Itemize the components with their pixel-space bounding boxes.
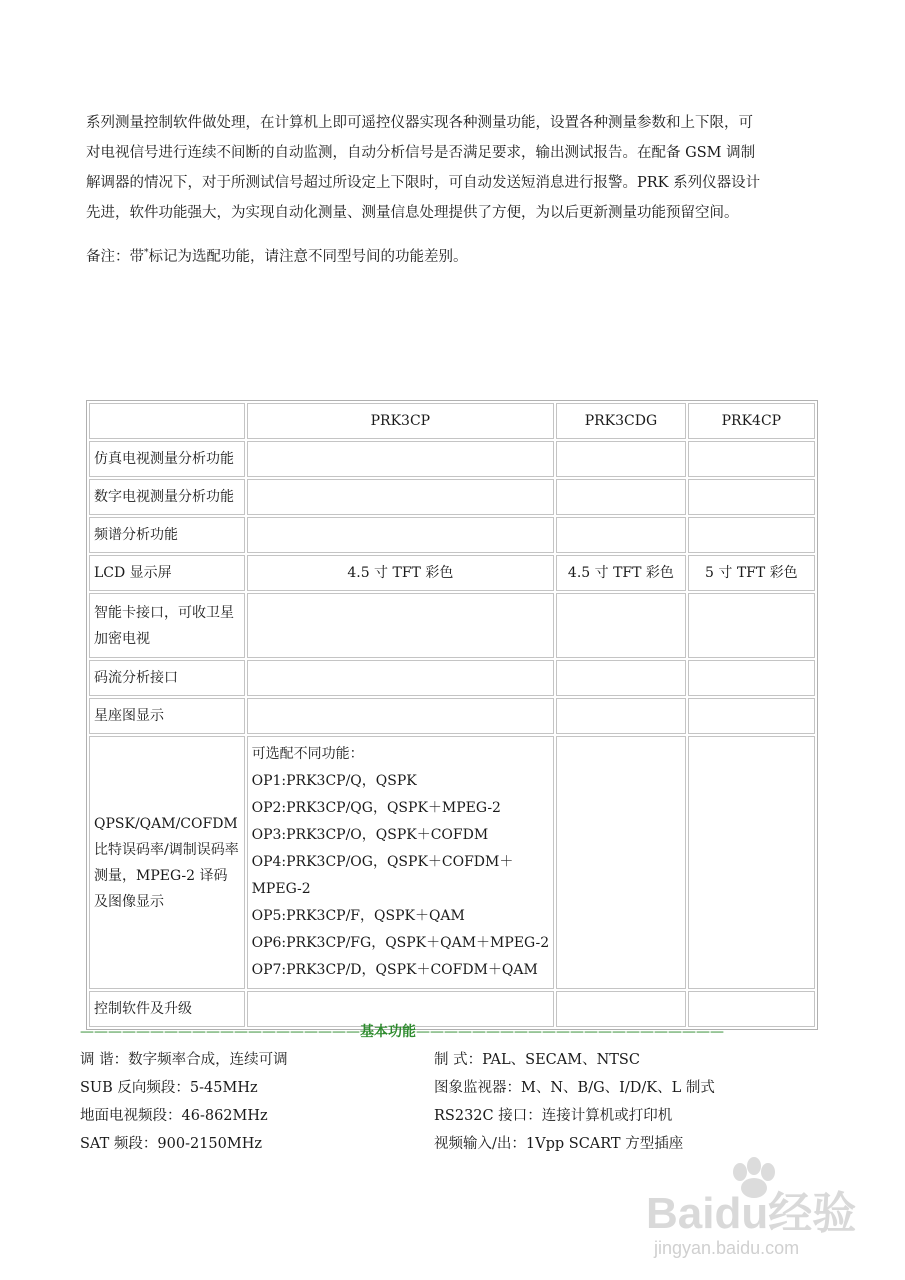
table-row — [89, 593, 815, 658]
row-label: 智能卡接口，可收卫星加密电视 — [89, 593, 245, 658]
option-item: OP2:PRK3CP/QG，QSPK＋MPEG-2 — [251, 800, 501, 816]
basic-functions-heading — [80, 1020, 780, 1044]
section-title: 基本功能 — [360, 1024, 416, 1040]
optional-mark: * — [144, 248, 149, 258]
table-cell — [556, 698, 686, 734]
divider-dashes: ———————————————————— — [80, 1024, 360, 1040]
table-cell — [556, 736, 686, 989]
table-row — [89, 698, 815, 734]
baidu-jingyan-watermark — [640, 1150, 890, 1260]
header-cell-prk3cdg: PRK3CDG — [556, 403, 686, 439]
table-cell — [556, 441, 686, 477]
spec-item: SUB 反向频段：5-45MHz — [80, 1080, 258, 1096]
table-cell — [247, 593, 555, 658]
table-cell: 4.5 寸 TFT 彩色 — [247, 555, 555, 591]
table-cell — [556, 517, 686, 553]
table-row-qpsk — [89, 736, 815, 989]
row-label: QPSK/QAM/COFDM 比特误码率/调制误码率测量，MPEG-2 译码及图像显示 — [89, 736, 245, 989]
row-label: 数字电视测量分析功能 — [89, 479, 245, 515]
table-row — [89, 517, 815, 553]
row-label: 星座图显示 — [89, 698, 245, 734]
table-cell — [688, 660, 815, 696]
table-cell — [247, 479, 555, 515]
note-prefix: 备注：带 — [86, 248, 144, 265]
table-row — [89, 479, 815, 515]
spec-item: SAT 频段：900-2150MHz — [80, 1136, 263, 1152]
spec-item: 视频输入/出：1Vpp SCART 方型插座 — [434, 1136, 684, 1152]
option-item: OP7:PRK3CP/D，QSPK＋COFDM＋QAM — [251, 962, 538, 978]
spec-item: 制 式：PAL、SECAM、NTSC — [434, 1052, 640, 1068]
remark-note — [86, 238, 468, 272]
table-cell — [556, 593, 686, 658]
spec-item: 图象监视器：M、N、B/G、I/D/K、L 制式 — [434, 1080, 715, 1096]
watermark-url: jingyan.baidu.com — [654, 1238, 800, 1258]
intro-line: 解调器的情况下，对于所测试信号超过所设定上下限时，可自动发送短消息进行报警。PRK 系列仪器设计 — [86, 175, 761, 191]
table-cell — [556, 479, 686, 515]
option-item: MPEG-2 — [251, 881, 311, 897]
option-item: OP3:PRK3CP/O，QSPK＋COFDM — [251, 827, 489, 843]
table-cell: 5 寸 TFT 彩色 — [688, 555, 815, 591]
table-cell — [688, 736, 815, 989]
table-cell — [688, 698, 815, 734]
option-item: OP1:PRK3CP/Q，QSPK — [251, 773, 417, 789]
row-label: LCD 显示屏 — [89, 555, 245, 591]
table-cell — [688, 593, 815, 658]
table-cell — [556, 660, 686, 696]
option-list-cell — [247, 736, 555, 989]
table-cell — [688, 441, 815, 477]
intro-line: 系列测量控制软件做处理，在计算机上即可遥控仪器实现各种测量功能，设置各种测量参数和上下限，可 — [86, 115, 753, 131]
table-row — [89, 660, 815, 696]
model-comparison-table — [86, 400, 818, 1030]
table-cell — [247, 660, 555, 696]
basic-functions-left — [80, 1046, 288, 1158]
table-cell: 4.5 寸 TFT 彩色 — [556, 555, 686, 591]
option-item: OP4:PRK3CP/OG，QSPK＋COFDM＋ — [251, 854, 514, 870]
table-row — [89, 441, 815, 477]
option-item: 可选配不同功能： — [251, 746, 364, 762]
table-cell — [688, 517, 815, 553]
header-cell-empty — [89, 403, 245, 439]
intro-line: 对电视信号进行连续不间断的自动监测，自动分析信号是否满足要求，输出测试报告。在配备 GSM 调制 — [86, 145, 756, 161]
table-row — [89, 555, 815, 591]
table-cell — [247, 698, 555, 734]
intro-paragraph — [86, 108, 826, 228]
table-cell — [247, 517, 555, 553]
basic-functions-right — [434, 1046, 715, 1158]
divider-dashes: —————————————————————— — [416, 1024, 724, 1040]
header-cell-prk4cp: PRK4CP — [688, 403, 815, 439]
table-cell — [688, 479, 815, 515]
spec-item: RS232C 接口：连接计算机或打印机 — [434, 1108, 673, 1124]
row-label: 仿真电视测量分析功能 — [89, 441, 245, 477]
spec-item: 地面电视频段：46-862MHz — [80, 1108, 268, 1124]
table-header-row — [89, 403, 815, 439]
option-item: OP5:PRK3CP/F，QSPK＋QAM — [251, 908, 465, 924]
row-label: 控制软件及升级 — [89, 991, 245, 1027]
header-cell-prk3cp: PRK3CP — [247, 403, 555, 439]
row-label: 码流分析接口 — [89, 660, 245, 696]
option-item: OP6:PRK3CP/FG，QSPK＋QAM＋MPEG-2 — [251, 935, 550, 951]
intro-line: 先进，软件功能强大，为实现自动化测量、测量信息处理提供了方便，为以后更新测量功能预留空间。 — [86, 205, 739, 221]
spec-item: 调 谐：数字频率合成，连续可调 — [80, 1052, 288, 1068]
watermark-brand: Baidu经验 — [646, 1189, 857, 1238]
table-cell — [247, 441, 555, 477]
note-suffix: 标记为选配功能，请注意不同型号间的功能差别。 — [148, 248, 468, 265]
row-label: 频谱分析功能 — [89, 517, 245, 553]
paw-logo-icon — [640, 1150, 890, 1260]
